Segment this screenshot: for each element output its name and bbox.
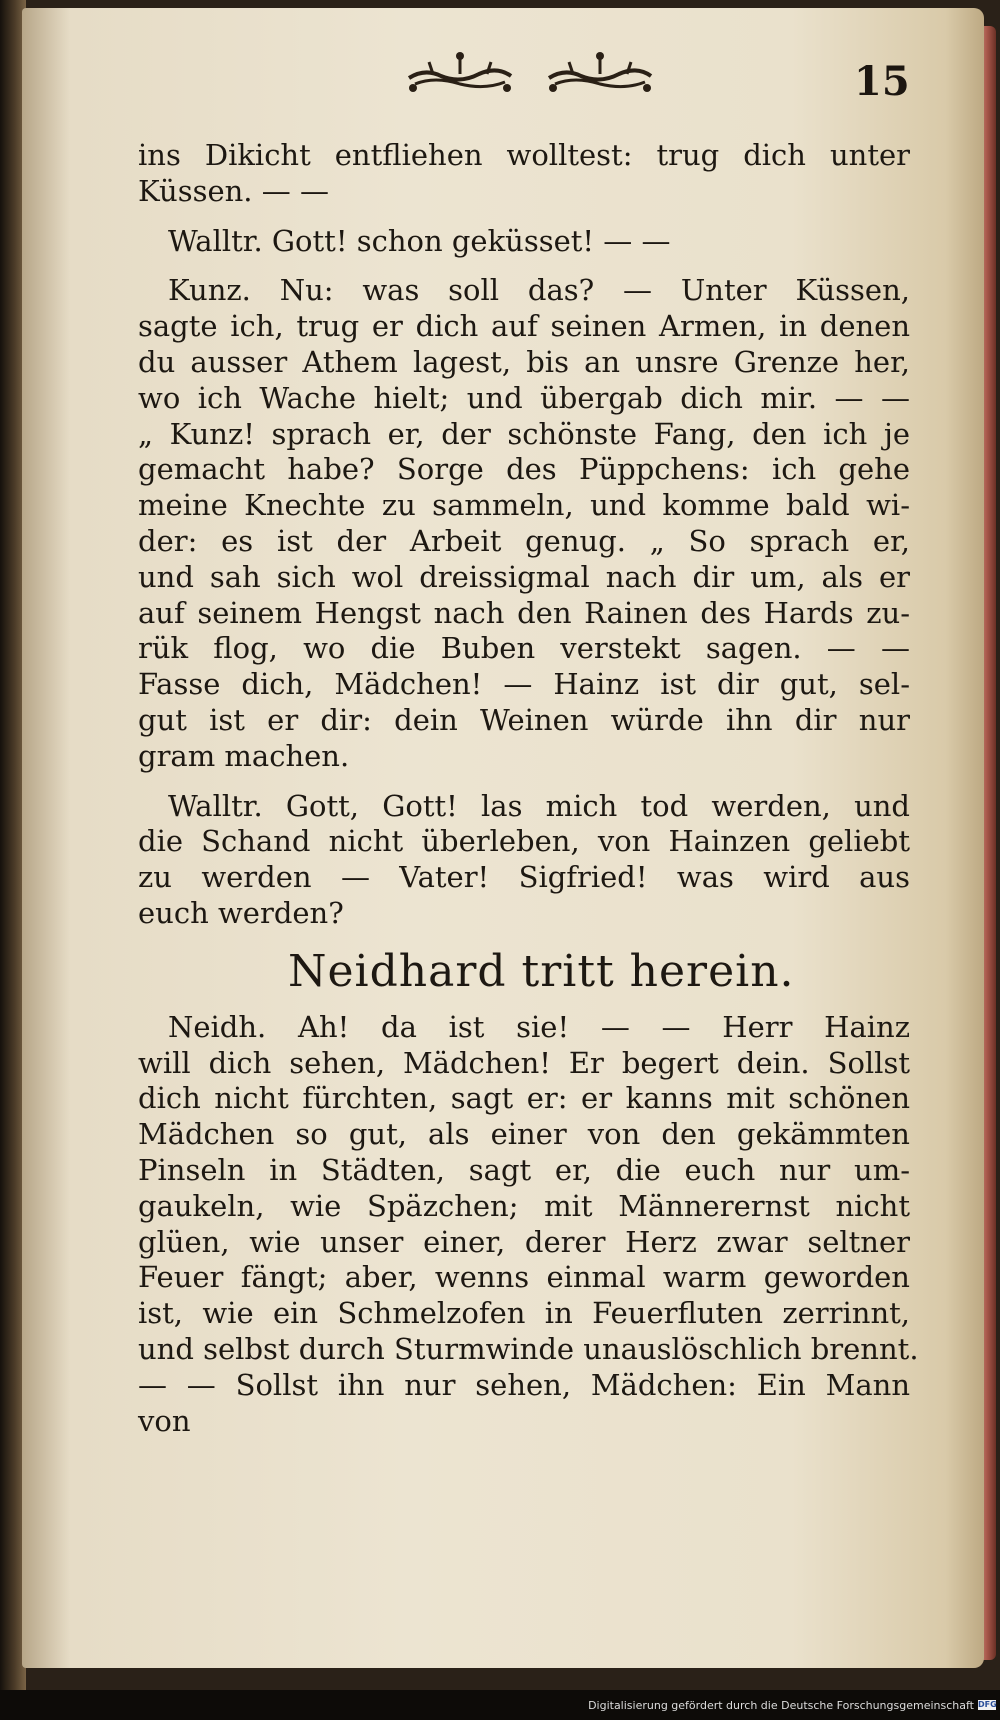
text-line: Walltr. Gott, Gott! las mich tod werden, und xyxy=(168,788,910,823)
header-ornament xyxy=(405,50,665,100)
body-text xyxy=(138,138,919,1439)
ornament-left-icon xyxy=(405,50,515,94)
text-line: Kunz. Nu: was soll das? — Unter Küssen, xyxy=(168,273,910,308)
text-line: wo ich Wache hielt; und übergab dich mir. — — xyxy=(138,380,910,415)
text-line: und sah sich wol dreissigmal nach dir um, als er xyxy=(138,559,910,594)
text-line: zu werden — Vater! Sigfried! was wird aus xyxy=(138,860,910,895)
text-line: Küssen. — — xyxy=(138,173,329,208)
text-line: Neidh. Ah! da ist sie! — — Herr Hainz xyxy=(168,1009,910,1044)
catchword: von xyxy=(138,1403,191,1438)
text-line: du ausser Athem lagest, bis an unsre Grenze her, xyxy=(138,344,910,379)
text-line: Fasse dich, Mädchen! — Hainz ist dir gut, sel- xyxy=(138,667,910,702)
text-line: Feuer fängt; aber, wenns einmal warm geworden xyxy=(138,1260,910,1295)
digitization-footer xyxy=(0,1690,1000,1720)
text-line: glüen, wie unser einer, derer Herz zwar seltner xyxy=(138,1224,910,1259)
text-line: und selbst durch Sturmwinde unauslöschlich brennt. xyxy=(138,1331,919,1366)
paragraph-gap xyxy=(138,775,910,789)
page-number: 15 xyxy=(854,58,910,105)
text-line: Pinseln in Städten, sagt er, die euch nur um- xyxy=(138,1152,910,1187)
text-line: gaukeln, wie Späzchen; mit Männerernst nicht xyxy=(138,1188,910,1223)
footer-credit: Digitalisierung gefördert durch die Deutsche Forschungsgemeinschaft xyxy=(588,1699,974,1712)
text-line: ins Dikicht entfliehen wolltest: trug dich unter xyxy=(138,138,910,172)
paragraph-gap xyxy=(138,259,910,273)
text-line: gram machen. xyxy=(138,738,350,773)
text-line: Walltr. Gott! schon geküsset! — — xyxy=(168,223,671,258)
text-line: der: es ist der Arbeit genug. „ So sprach er, xyxy=(138,523,910,558)
text-line: Mädchen so gut, als einer von den gekämmten xyxy=(138,1117,910,1152)
text-line: „ Kunz! sprach er, der schönste Fang, den ich je xyxy=(138,416,910,451)
text-line: gut ist er dir: dein Weinen würde ihn dir nur xyxy=(138,702,910,737)
text-line: auf seinem Hengst nach den Rainen des Hards zu- xyxy=(138,595,910,630)
text-line: die Schand nicht überleben, von Hainzen geliebt xyxy=(138,824,910,859)
text-line: rük flog, wo die Buben verstekt sagen. — — xyxy=(138,631,910,666)
text-line: will dich sehen, Mädchen! Er begert dein. Sollst xyxy=(138,1045,910,1080)
text-block-2 xyxy=(138,1009,919,1404)
stage-direction-heading: Neidhard tritt herein. xyxy=(288,945,795,997)
dfg-logo-icon: DFG xyxy=(978,1700,997,1709)
text-line: ist, wie ein Schmelzofen in Feuerfluten zerrinnt, xyxy=(138,1296,910,1331)
text-line: — — Sollst ihn nur sehen, Mädchen: Ein Mann xyxy=(138,1367,910,1402)
text-line: sagte ich, trug er dich auf seinen Armen, in denen xyxy=(138,309,910,344)
text-line: dich nicht fürchten, sagt er: er kanns mit schönen xyxy=(138,1081,910,1116)
text-line: meine Knechte zu sammeln, und komme bald wi- xyxy=(138,488,910,523)
paragraph-gap xyxy=(138,210,910,224)
text-line: gemacht habe? Sorge des Püppchens: ich gehe xyxy=(138,452,910,487)
text-line: euch werden? xyxy=(138,895,344,930)
ornament-right-icon xyxy=(545,50,655,94)
text-block-1 xyxy=(138,138,910,932)
